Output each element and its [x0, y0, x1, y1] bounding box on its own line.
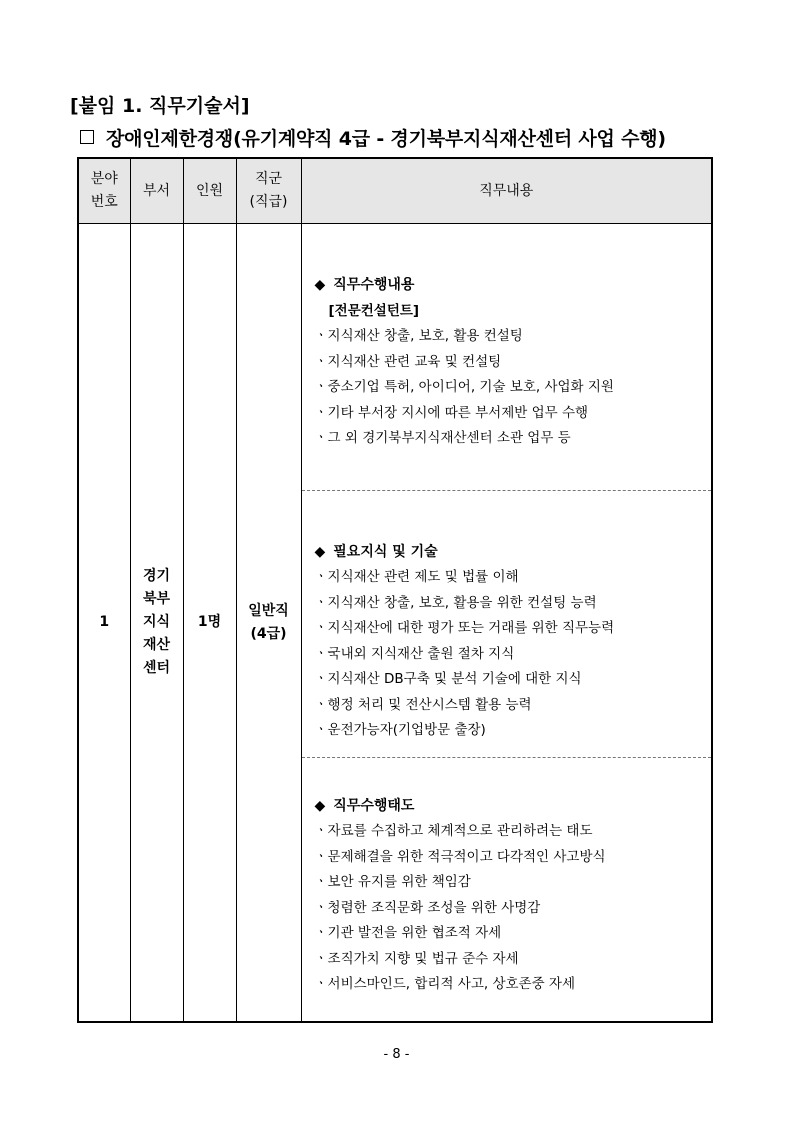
cell-field-no: 1	[78, 224, 130, 1023]
section-job-tasks	[302, 224, 712, 491]
list-item: ㆍ지식재산 창출, 보호, 활용 컨설팅	[314, 328, 523, 344]
job-description-table	[77, 157, 713, 1023]
diamond-icon: ◆	[314, 798, 326, 814]
list-item: ㆍ운전가능자(기업방문 출장)	[314, 722, 486, 738]
diamond-icon: ◆	[314, 277, 326, 293]
section-items	[315, 565, 712, 744]
list-item: ㆍ서비스마인드, 합리적 사고, 상호존중 자세	[314, 976, 575, 992]
list-item: ㆍ보안 유지를 위한 책임감	[314, 874, 471, 890]
section-subheading	[80, 124, 666, 151]
diamond-icon: ◆	[314, 544, 326, 560]
table-header-row	[78, 158, 712, 224]
subheading-text: 장애인제한경쟁(유기계약직 4급 - 경기북부지식재산센터 사업 수행)	[106, 128, 666, 150]
box-icon	[80, 130, 94, 144]
header-department: 부서	[130, 158, 183, 224]
cell-headcount: 1명	[183, 224, 236, 1023]
header-job-group: 직군 (직급)	[236, 158, 301, 224]
list-item: ㆍ지식재산 창출, 보호, 활용을 위한 컨설팅 능력	[314, 594, 597, 611]
header-field-no: 분야 번호	[78, 158, 130, 224]
list-item: ㆍ문제해결을 위한 적극적이고 다각적인 사고방식	[314, 848, 606, 865]
cell-department: 경기 북부 지식 재산 센터	[130, 224, 183, 1023]
list-item: ㆍ지식재산에 대한 평가 또는 거래를 위한 직무능력	[314, 620, 615, 636]
list-item: ㆍ지식재산 관련 교육 및 컨설팅	[314, 353, 502, 370]
section-items	[315, 819, 712, 998]
list-item: ㆍ지식재산 관련 제도 및 법률 이해	[314, 569, 519, 585]
list-item: ㆍ지식재산 DB구축 및 분석 기술에 대한 지식	[314, 671, 582, 687]
cell-duties	[301, 224, 712, 1023]
section-title: ◆ 직무수행태도	[315, 793, 712, 819]
header-headcount: 인원	[183, 158, 236, 224]
section-items	[315, 324, 712, 452]
section-required-knowledge	[302, 491, 712, 758]
list-item: ㆍ국내외 지식재산 출원 절차 지식	[314, 645, 515, 662]
list-item: ㆍ조직가치 지향 및 법규 준수 자세	[314, 950, 519, 967]
list-item: ㆍ행정 처리 및 전산시스템 활용 능력	[314, 696, 532, 713]
list-item: ㆍ기관 발전을 위한 협조적 자세	[314, 925, 502, 941]
section-title: ◆ 필요지식 및 기술	[315, 539, 712, 565]
table-row	[78, 224, 712, 1023]
cell-job-group: 일반직 (4급)	[236, 224, 301, 1023]
list-item: ㆍ청렴한 조직문화 조성을 위한 사명감	[314, 899, 541, 916]
list-item: ㆍ자료를 수집하고 체계적으로 관리하려는 태도	[314, 823, 593, 839]
list-item: ㆍ기타 부서장 지시에 따른 부서제반 업무 수행	[314, 404, 589, 421]
section-subtitle: [전문컨설턴트]	[328, 303, 420, 319]
section-job-attitude	[302, 758, 712, 998]
section-title: ◆ 직무수행내용	[315, 272, 712, 298]
document-heading: [붙임 1. 직무기술서]	[70, 95, 250, 117]
list-item: ㆍ중소기업 특허, 아이디어, 기술 보호, 사업화 지원	[314, 379, 614, 395]
list-item: ㆍ그 외 경기북부지식재산센터 소관 업무 등	[314, 430, 571, 446]
header-duties: 직무내용	[301, 158, 712, 224]
page-number: - 8 -	[383, 1047, 410, 1062]
